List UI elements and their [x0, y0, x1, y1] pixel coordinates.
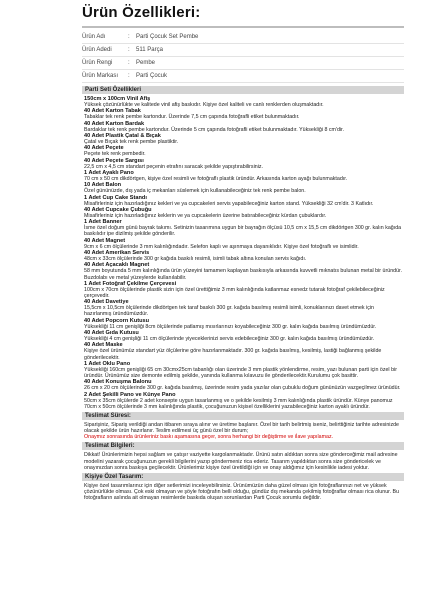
set-item-title: 1 Adet Fotoğraf Çekilme Çerçevesi — [84, 280, 177, 287]
set-item — [84, 250, 402, 262]
set-item — [84, 281, 402, 299]
set-item-description: İsme özel doğum günü bayrak takımı. Setinizin tasarımına uygun bir bayrağın ölçüsü 10,5 cm x 15,5 cm dikdörtgen 300 gr. kalın kağıda baskılıdır ipe dizilmiş şekilde gönderilir. — [84, 225, 402, 238]
set-item-title: 40 Adet Gıda Kutusu — [84, 329, 139, 336]
set-item — [84, 182, 402, 194]
set-item — [84, 195, 402, 207]
set-item — [84, 133, 402, 145]
property-key: Ürün Adı — [82, 34, 106, 40]
set-item-description: Yüksekliği 4 cm genişliği 11 cm ölçülerinde yiyeceklerinizi servis edebileceğiniz 300 gr. kalın kağıda basılmış üründümüzdür. — [84, 336, 375, 343]
set-item-description: Yüksek çözünürlükte ve kalitede vinil afiş baskıdır. Kişiye özel kaliteli ve canlı renklerden oluşmaktadır. — [84, 102, 324, 109]
set-item-title: 40 Adet Popcorn Kutusu — [84, 317, 150, 324]
set-item — [84, 318, 402, 330]
property-separator: : — [128, 60, 130, 66]
title-bar — [82, 0, 404, 28]
property-key: Ürün Rengi — [82, 60, 113, 66]
set-item-description: 9cm x 6 cm ölçülerinde 3 mm kalınlığındadır. Selefon kaplı ve aşınmaya dayanıklıdır. Kişiye özel fotoğraflı ve isimlidir. — [84, 243, 359, 250]
property-row — [82, 31, 404, 44]
delivery-info-text: Dikkat! Ürünlerimizin hepsi sağlam ve çatışır vaziyette kargolanmaktadır. Ürünü satın aldıktan sonra size gönderceğimiz mail adresine modelini yazarak çocuğunuzun gerekli bilgilerini yazıp göndermeniz rica ederiz. Tasarım yapıldıktan sonra size göndericelek ve onayınızdan sonra baskıya geçilecektir. Ürünlerimiz kişiye özel üretildiği için ve onay aldığımız için kesinlikle iadesi yoktur. — [84, 452, 398, 471]
set-item — [84, 219, 402, 237]
delivery-time-text: Siparişiniz, Sipariş verildiği andan itibaren sıraya alınır ve üretime başlanır. Özel bir tarih belirtmiş iseniz, belirttiğiniz tarihte adresinizde olacak şekilde ürün hazırlanır. Teslim edilmesi üç günü özel bir durum; — [84, 421, 400, 435]
set-item-description: 70 cm x 50 cm dikdörtgen, kişiye özel resimli ve fotoğraflı plastik üründür. Arkasında karton ayağı bulunmaktadır. — [84, 176, 348, 183]
set-item-title: 1 Adet Ayaklı Pano — [84, 169, 134, 176]
set-item — [84, 108, 402, 120]
set-item-title: 2 Adet Şekilli Pano ve Künye Pano — [84, 391, 176, 398]
set-item — [84, 207, 402, 219]
set-item-title: 150cm x 100cm Vinil Afiş — [84, 96, 151, 102]
page-title: Ürün Özellikleri: — [82, 4, 201, 21]
property-value: Parti Çocuk — [136, 73, 168, 79]
set-item-description: Çatal ve Bıçak tek renk pembe plastiktir. — [84, 139, 179, 146]
property-key: Ürün Adedi — [82, 47, 112, 53]
delivery-time-content — [82, 420, 404, 440]
custom-design-content — [82, 481, 404, 501]
property-row — [82, 57, 404, 70]
property-value: Pembe — [136, 60, 156, 66]
product-properties — [82, 31, 404, 83]
delivery-info-content — [82, 450, 404, 470]
set-item — [84, 121, 402, 133]
property-separator: : — [128, 34, 130, 40]
property-key: Ürün Markası — [82, 73, 119, 79]
set-item-title: 40 Adet Konuşma Balonu — [84, 379, 152, 386]
delivery-warning-note: Onaymız sonrasında ürünleriniz baskı aşamasına geçer, sonra herhangi bir değiştirme ve iİave yapılamaz. — [84, 434, 334, 441]
set-item-description: 15,5cm x 10,5cm ölçülerinde dikdörtgen tek taraf baskılı 300 gr. kağıda basılmış resimli isimli, konuklarınızı davet etmek için hazırlanmış üründümüzdür. — [84, 305, 374, 318]
property-separator: : — [128, 73, 130, 79]
delivery-time-header: Teslimat Süresi: — [82, 412, 404, 420]
set-item — [84, 342, 402, 360]
set-item-description: Özel gününüzde, dış yada iç mekanları süslemek için kullanabileceğiniz tek renk pembe balon. — [84, 188, 306, 195]
property-row — [82, 70, 404, 83]
delivery-info-header: Teslimat Bilgileri: — [82, 442, 404, 450]
set-item-description: 22,5 cm x 4,5 cm standart peçenin etrafını saracak şekilde yapıştırabilirsiniz. — [84, 163, 263, 170]
set-features-header: Parti Seti Özellikleri — [82, 86, 404, 94]
property-separator: : — [128, 47, 130, 53]
set-item-title: 1 Adet Oklu Pano — [84, 360, 131, 367]
set-item-description: Bardaklar tek renk pembe kartondur. Üzerinde 5 cm çapında fotoğrafli etiket bulunmaktadır. Yüksekliği 8 cm'dir. — [84, 126, 345, 133]
set-item-description: Kişiye özel ürünümüz standart yüz ölçülerine göre hazırlanmaktadır. 300 gr. kağıda basılmış, kesilmiş, lastiği bağlanmış şekilde gönderilecektir. — [84, 348, 382, 361]
set-item-description: Peçete tek renk pembedir. — [84, 151, 146, 158]
set-item-title: 40 Adet Magnet — [84, 237, 126, 244]
set-item-description: Misafirleriniz için hazırladığınız keklerin ve ya cupcakelerin üzerine batırabileceğiniz kürdan çubuklardır. — [84, 212, 327, 219]
set-item-description: Misafirleriniz için hazırladığınız kekleri ve ya cupcakeleri servis yapabileceğiniz karton stand. Yüksekliği 32 cm'dir. 3 Katlıdır. — [84, 200, 374, 207]
set-item — [84, 379, 402, 391]
property-row — [82, 44, 404, 57]
set-item — [84, 158, 402, 170]
set-item-description: 48cm x 33cm ölçülerinde 300 gr kağıda baskılı resimli, isimli tabak altına konulan servis kağıdı. — [84, 256, 307, 263]
custom-design-text: Kişiye özel tasarımlarınız için diğer setlerimizi inceleyebilirsiniz. Ürünümüzün daha güzel olması için fotoğraflarınızı net ve yüksek çözünürlükte olması. Çok eski olmayan ve şöyle fotoğrafın belli olduğu, gündüz dış mekanda çekilmiş fotoğraflar olması rica olunur. Bu fotoğrafların aslında ait olmayan resimlerde baskıda oluşan sorunlardan Parti Çocuk sorumlu değildir. — [84, 482, 400, 502]
set-item — [84, 299, 402, 317]
set-item — [84, 262, 402, 280]
set-item-title: 10 Adet Balon — [84, 182, 122, 189]
set-item-description: 58 mm boyutunda 5 mm kalınlığında ürün yüzeyini tamamen kaplayan baskısıyla arkasında kuvvetli mıknatıs bulunan metal bir üründür. Buzdolabı ve metal yüzeylerde kullanılabilir. — [84, 268, 402, 281]
set-item-title: 40 Adet Karton Tabak — [84, 108, 141, 115]
set-item-title: 40 Adet Plastik Çatal & Bıçak — [84, 132, 161, 139]
set-item — [84, 238, 402, 250]
set-item-description: 100cm x 70cm ölçülerinde plastik sizin için özel ürettiğimiz 3 mm kalınlığında katlanmaz esnedz tutarak fotoğraf çekilebileceğiniz çerçevedir. — [84, 286, 385, 299]
property-value: Parti Çocuk Set Pembe — [136, 34, 199, 40]
set-item-description: 26 cm x 20 cm ölçülerinde 300 gr. kağıda basılmış, üzerinde resim yada yazılar olan çubuklu doğum gününüzün vazgeçilmez ürünüdür. — [84, 385, 401, 392]
set-item-title: 40 Adet Davetiye — [84, 299, 129, 306]
set-item — [84, 170, 402, 182]
set-item — [84, 392, 402, 410]
custom-design-header: Kişiye Özel Tasarım: — [82, 473, 404, 481]
set-item-description: Tabaklar tek renk pembe kartondur. Üzerinde 7,5 cm çapında fotoğrafli etiket bulunmaktadır. — [84, 114, 300, 121]
set-item-description: Yüksekliği 11 cm genişliği 8cm ölçülerinde patlamış mısırlarınızı koyabileceğiniz 300 gr. kalın kağıda basılmış üründümüzdür. — [84, 323, 377, 330]
set-item-title: 40 Adet Cupcake Çubuğu — [84, 206, 152, 213]
property-value: 511 Parça — [136, 47, 163, 53]
set-item-title: 40 Adet Açacaklı Magnet — [84, 262, 150, 269]
set-item-title: 40 Adet Maske — [84, 342, 123, 349]
set-item — [84, 361, 402, 379]
set-item-title: 1 Adet Cup Cake Standı — [84, 194, 147, 201]
set-item-description: Yüksekliği 160cm genişliği 65 cm 30cmx25cm tabanlığı olan üzerinde 3 mm plastik yönlendirme, resim, yazı bulunan parti için özel bir üründür. Ürünümüz size demonte edilmiş şekilde, yanında kullanma kılavuzu ile gönderilecektir.Kurulumu çok basittir. — [84, 366, 397, 380]
set-item-title: 40 Adet Peçete — [84, 145, 124, 152]
set-item-description: 50cm x 35cm ölçülerde 2 adet konsepte uygun tasarlanmış ve o şekilde kesilmiş 3 mm kalınlığında plastik üründür. Künye panomuz 70cm x 50cm ölçülerinde 3 mm kalınlığında plastik, çocuğunuzun kişisel özelliklerini yazabileceğiniz karton ayaklı üründür. — [84, 397, 393, 410]
set-item-title: 40 Adet Peçete Sargısı — [84, 157, 144, 164]
set-features-list — [82, 94, 404, 410]
set-item-title: 40 Adet Karton Bardak — [84, 120, 145, 127]
set-item — [84, 145, 402, 157]
set-item-title: 1 Adet Banner — [84, 219, 122, 226]
set-item — [84, 330, 402, 342]
set-item-title: 40 Adet Amerikan Servis — [84, 249, 150, 256]
set-item — [84, 96, 402, 108]
